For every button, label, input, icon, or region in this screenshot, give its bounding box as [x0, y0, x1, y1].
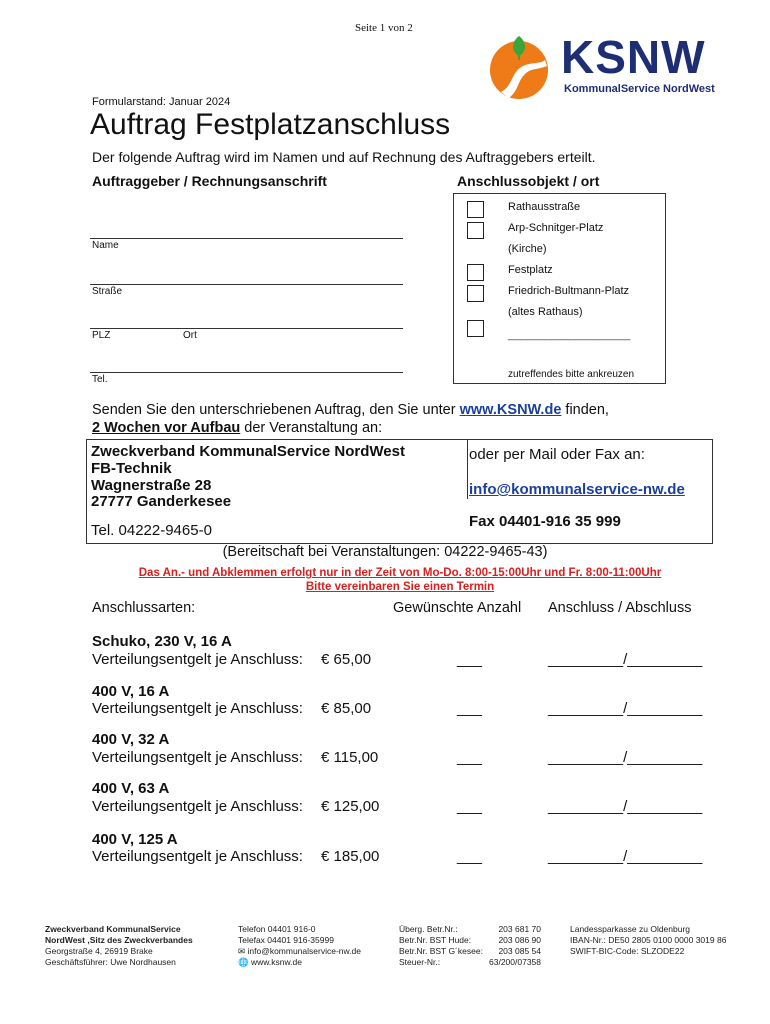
footer-tax-value: 203 681 70: [498, 924, 541, 934]
street-label: Straße: [92, 286, 123, 297]
row-fee-label: Verteilungsentgelt je Anschluss:: [92, 798, 303, 815]
checkbox-friedrich-bultmann-platz[interactable]: [467, 285, 484, 302]
page-indicator: Seite 1 von 2: [355, 22, 413, 34]
phone-field[interactable]: [90, 372, 403, 373]
intro-text: Der folgende Auftrag wird im Namen und auf Rechnung des Auftraggebers erteilt.: [92, 149, 596, 165]
col-header-dates: Anschluss / Abschluss: [548, 600, 692, 616]
website-link[interactable]: www.KSNW.de: [459, 402, 562, 418]
object-label-arp-schnitger-platz: Arp-Schnitger-Platz: [508, 222, 604, 234]
object-sub-altes-rathaus: (altes Rathaus): [508, 306, 583, 318]
notice-line-1: Das An.- und Abklemmen erfolgt nur in der Zeit von Mo-Do. 8:00-15:00Uhr und Fr. 8:00-11:00Uhr: [138, 567, 662, 579]
alt-contact-label: oder per Mail oder Fax an:: [469, 446, 645, 463]
notice-line-2: Bitte vereinbaren Sie einen Termin: [305, 581, 495, 593]
objects-heading: Anschlussobjekt / ort: [457, 173, 600, 189]
object-other-field[interactable]: ____________________: [508, 329, 631, 341]
address-divider: [467, 439, 468, 499]
zip-city-field[interactable]: [90, 328, 403, 329]
row-fee: € 85,00: [321, 700, 372, 717]
footer-tax-value: 203 086 90: [498, 935, 541, 945]
mail-icon: ✉: [238, 946, 248, 956]
send-line-2: [92, 420, 382, 436]
row-fee-label: Verteilungsentgelt je Anschluss:: [92, 749, 303, 766]
object-label-rathausstrasse: Rathausstraße: [508, 201, 581, 213]
col-header-types: Anschlussarten:: [92, 600, 196, 616]
row-dates-field[interactable]: _________/_________: [548, 798, 703, 815]
ksnw-logo: [487, 32, 737, 102]
footer-address: Georgstraße 4, 26919 Brake: [45, 946, 153, 956]
footer-web[interactable]: www.ksnw.de: [250, 957, 302, 967]
checkbox-festplatz[interactable]: [467, 264, 484, 281]
form-version: Formularstand: Januar 2024: [92, 96, 231, 108]
footer-phone: Telefon 04401 916-0: [238, 924, 316, 934]
object-label-friedrich-bultmann-platz: Friedrich-Bultmann-Platz: [508, 285, 630, 297]
send-suffix: finden,: [561, 402, 609, 418]
city-label: Ort: [183, 330, 197, 341]
email-link[interactable]: info@kommunalservice-nw.de: [469, 481, 685, 498]
row-quantity-field[interactable]: ___: [457, 848, 483, 865]
checkbox-other[interactable]: [467, 320, 484, 337]
row-fee: € 185,00: [321, 848, 380, 865]
address-org: Zweckverband KommunalService NordWest: [91, 443, 405, 460]
footer-tax-value: 203 085 54: [498, 946, 541, 956]
row-quantity-field[interactable]: ___: [457, 651, 483, 668]
row-quantity-field[interactable]: ___: [457, 798, 483, 815]
row-fee: € 125,00: [321, 798, 380, 815]
footer-seat: NordWest ,Sitz des Zweckverbandes: [45, 935, 193, 945]
name-label: Name: [92, 240, 119, 251]
zip-label: PLZ: [92, 330, 111, 341]
send-prefix: Senden Sie den unterschriebenen Auftrag, den Sie unter: [92, 402, 460, 418]
footer-iban: IBAN-Nr.: DE50 2805 0100 0000 3019 86: [570, 935, 727, 945]
street-field[interactable]: [90, 284, 403, 285]
footer-bank-block: [570, 924, 726, 957]
standby-phone: (Bereitschaft bei Veranstaltungen: 04222-9465-43): [222, 544, 548, 560]
address-phone: Tel. 04222-9465-0: [91, 522, 212, 539]
phone-label: Tel.: [92, 374, 108, 385]
row-dates-field[interactable]: _________/_________: [548, 848, 703, 865]
objects-note: zutreffendes bitte ankreuzen: [508, 369, 635, 380]
row-type: 400 V, 125 A: [92, 831, 178, 848]
object-label-festplatz: Festplatz: [508, 264, 553, 276]
client-heading: Auftraggeber / Rechnungsanschrift: [92, 173, 327, 189]
footer-tax-block: [399, 924, 541, 968]
logo-subtitle: KommunalService NordWest: [564, 83, 715, 95]
send-line-1: [92, 402, 609, 418]
object-sub-kirche: (Kirche): [508, 243, 547, 255]
footer-tax-label: Steuer-Nr.:: [399, 957, 441, 967]
footer-tax-label: Betr.Nr. BST Hude:: [399, 935, 472, 945]
footer-org: Zweckverband KommunalService: [45, 924, 181, 934]
row-fee: € 65,00: [321, 651, 372, 668]
globe-icon: 🌐: [238, 957, 251, 967]
footer-tax-value: 63/200/07358: [489, 957, 541, 967]
footer-manager: Geschäftsführer: Uwe Nordhausen: [45, 957, 176, 967]
row-dates-field[interactable]: _________/_________: [548, 700, 703, 717]
row-fee: € 115,00: [321, 749, 379, 766]
row-dates-field[interactable]: _________/_________: [548, 651, 703, 668]
row-fee-label: Verteilungsentgelt je Anschluss:: [92, 848, 303, 865]
address-city: 27777 Ganderkesee: [91, 493, 232, 510]
row-type: 400 V, 32 A: [92, 731, 170, 748]
address-dept: FB-Technik: [91, 460, 172, 477]
address-street: Wagnerstraße 28: [91, 477, 212, 494]
row-quantity-field[interactable]: ___: [457, 749, 483, 766]
row-type: 400 V, 16 A: [92, 683, 170, 700]
footer-fax: Telefax 04401 916-35999: [238, 935, 334, 945]
send-line-2-rest: der Veranstaltung an:: [240, 420, 383, 436]
footer-tax-label: Überg. Betr.Nr.:: [399, 924, 458, 934]
row-quantity-field[interactable]: ___: [457, 700, 483, 717]
footer-tax-label: Betr.Nr. BST G´kesee:: [399, 946, 483, 956]
footer-org-block: [45, 924, 193, 968]
row-fee-label: Verteilungsentgelt je Anschluss:: [92, 700, 303, 717]
row-type: Schuko, 230 V, 16 A: [92, 633, 232, 650]
checkbox-arp-schnitger-platz[interactable]: [467, 222, 484, 239]
fax-number: Fax 04401-916 35 999: [469, 513, 621, 530]
row-fee-label: Verteilungsentgelt je Anschluss:: [92, 651, 303, 668]
footer-bic: SWIFT-BIC-Code: SLZODE22: [570, 946, 685, 956]
row-dates-field[interactable]: _________/_________: [548, 749, 703, 766]
footer-contact-block: [238, 924, 361, 968]
col-header-quantity: Gewünschte Anzahl: [393, 600, 522, 616]
name-field[interactable]: [90, 238, 403, 239]
page-title: Auftrag Festplatzanschluss: [90, 108, 451, 141]
row-type: 400 V, 63 A: [92, 780, 170, 797]
deadline-text: 2 Wochen vor Aufbau: [92, 420, 241, 436]
checkbox-rathausstrasse[interactable]: [467, 201, 484, 218]
footer-bank: Landessparkasse zu Oldenburg: [570, 924, 691, 934]
footer-email[interactable]: info@kommunalservice-nw.de: [247, 946, 361, 956]
logo-name: KSNW: [561, 31, 706, 83]
